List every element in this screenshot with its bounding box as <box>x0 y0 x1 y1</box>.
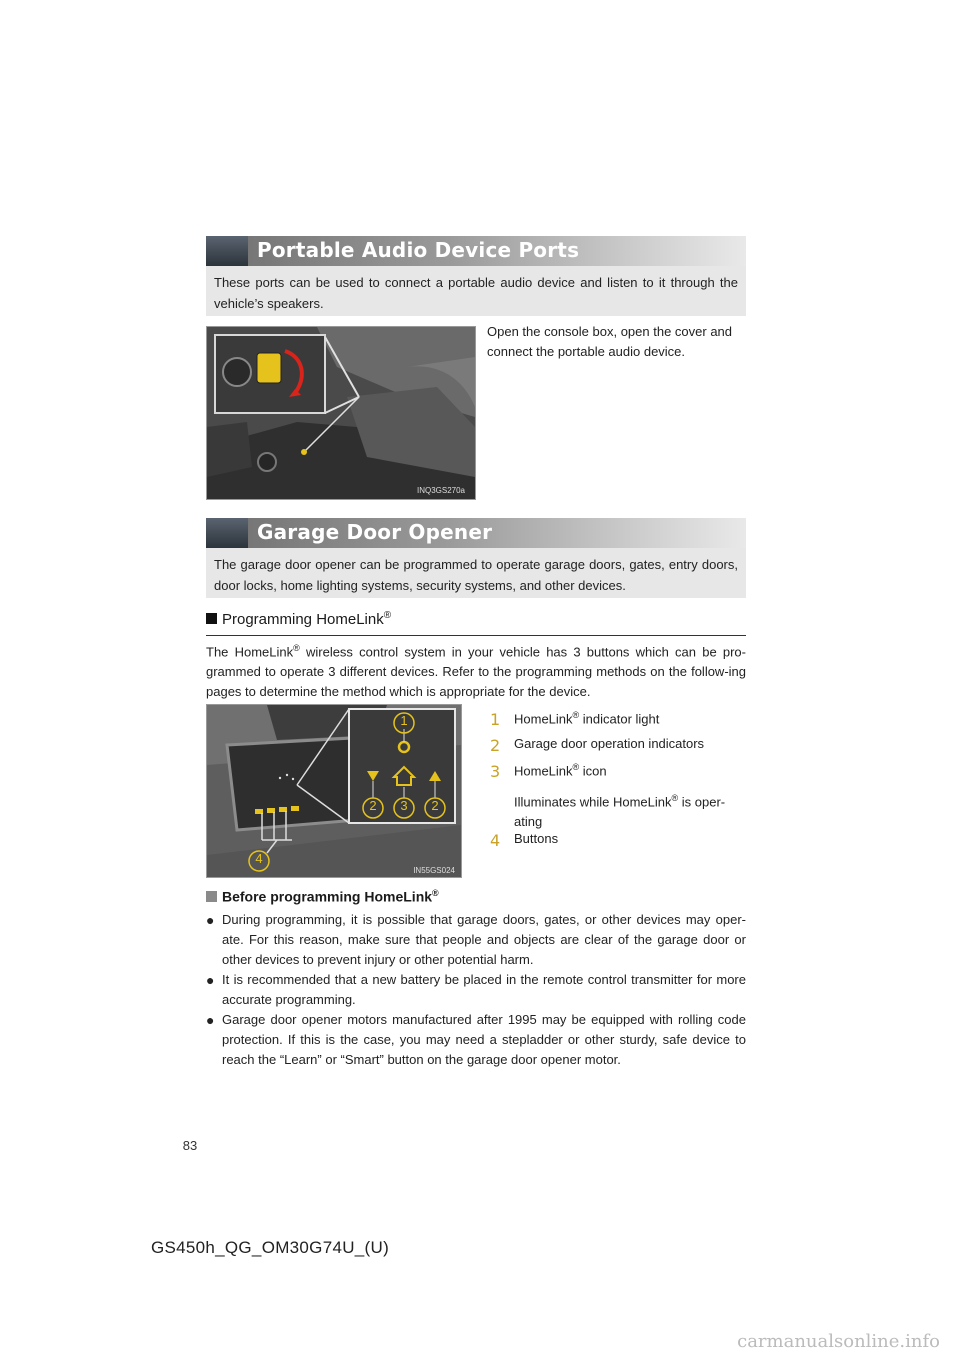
document-code: GS450h_QG_OM30G74U_(U) <box>150 1238 390 1257</box>
section-intro-box <box>206 266 746 316</box>
section-tab-graphic <box>206 518 248 548</box>
list-item <box>206 970 746 1010</box>
mirror-photo <box>206 704 462 878</box>
legend-number: 2 <box>490 736 501 755</box>
legend-text: HomeLink® icon <box>514 762 607 779</box>
callout-4: 4 <box>255 851 263 866</box>
bullet-dot-icon: ● <box>206 972 215 988</box>
callout-1: 1 <box>400 713 408 728</box>
legend-number: 4 <box>490 831 501 850</box>
bullet-dot-icon: ● <box>206 912 215 928</box>
callout-3: 3 <box>400 798 408 813</box>
section-header-garage <box>206 518 746 548</box>
bullet-text: During programming, it is possible that garage doors, gates, or other devices may oper-ate. For this reason, make sure that people and objects are clear of the garage door or other devices to prevent injury or other potential harm. <box>222 912 746 967</box>
legend-note: Illuminates while HomeLink® is oper- ating <box>514 793 726 830</box>
section-title: Garage Door Opener <box>257 520 493 544</box>
section-intro-text: The garage door opener can be programmed to operate garage doors, gates, entry doors, door locks, home lighting systems, security systems, and other devices. <box>214 557 738 593</box>
legend-text: HomeLink® indicator light <box>514 710 660 727</box>
image-code: INQ3GS270a <box>416 486 465 495</box>
before-heading <box>206 888 439 905</box>
section-title: Portable Audio Device Ports <box>257 238 580 262</box>
section-intro-text: These ports can be used to connect a portable audio device and listen to it through the vehicle’s speakers. <box>214 275 738 311</box>
legend-text: Buttons <box>514 831 559 846</box>
list-item <box>206 1010 746 1070</box>
registered-mark: ® <box>293 643 300 653</box>
bullet-text: It is recommended that a new battery be placed in the remote control transmitter for more accurate programming. <box>222 972 746 1007</box>
section-intro-box <box>206 548 746 598</box>
body-text-rest: wireless control system in your vehicle has 3 buttons which can be pro-grammed to operate 3 different devices. Refer to the programming methods on the follow-ing pages to determine the method which is appropriate for the device. <box>206 644 746 700</box>
console-photo <box>206 326 476 500</box>
bullet-text: Garage door opener motors manufactured after 1995 may be equipped with rolling code protection. If this is the case, you may need a stepladder or other sturdy, safe device to reach the “Learn” or “Smart” button on the garage door opener motor. <box>222 1012 746 1067</box>
square-bullet-icon <box>206 613 217 624</box>
registered-mark: ® <box>383 610 392 621</box>
before-heading-text: Before programming HomeLink <box>222 888 433 905</box>
legend-text: Garage door operation indicators <box>514 736 705 751</box>
square-bullet-icon <box>206 891 217 902</box>
legend-number: 3 <box>490 762 501 781</box>
image-code: IN55GS024 <box>413 866 455 875</box>
body-text-start: The HomeLink <box>206 644 294 660</box>
audio-instruction: Open the console box, open the cover and connect the portable audio device. <box>487 324 733 359</box>
callout-2: 2 <box>369 798 377 813</box>
site-watermark: carmanualsonline.info <box>737 1331 940 1352</box>
callout-2b: 2 <box>431 798 439 813</box>
list-item <box>206 910 746 970</box>
section-tab-graphic <box>206 236 248 266</box>
legend-number: 1 <box>490 710 501 729</box>
mirror-illustration <box>207 705 461 877</box>
page-number: 83 <box>182 1138 198 1153</box>
section-header-audio <box>206 236 746 266</box>
bullet-dot-icon: ● <box>206 1012 215 1028</box>
subheading-programming <box>206 610 746 636</box>
subheading-text: Programming HomeLink <box>222 611 384 628</box>
console-illustration <box>207 327 475 499</box>
registered-mark: ® <box>432 888 439 898</box>
homelink-description <box>206 638 746 702</box>
